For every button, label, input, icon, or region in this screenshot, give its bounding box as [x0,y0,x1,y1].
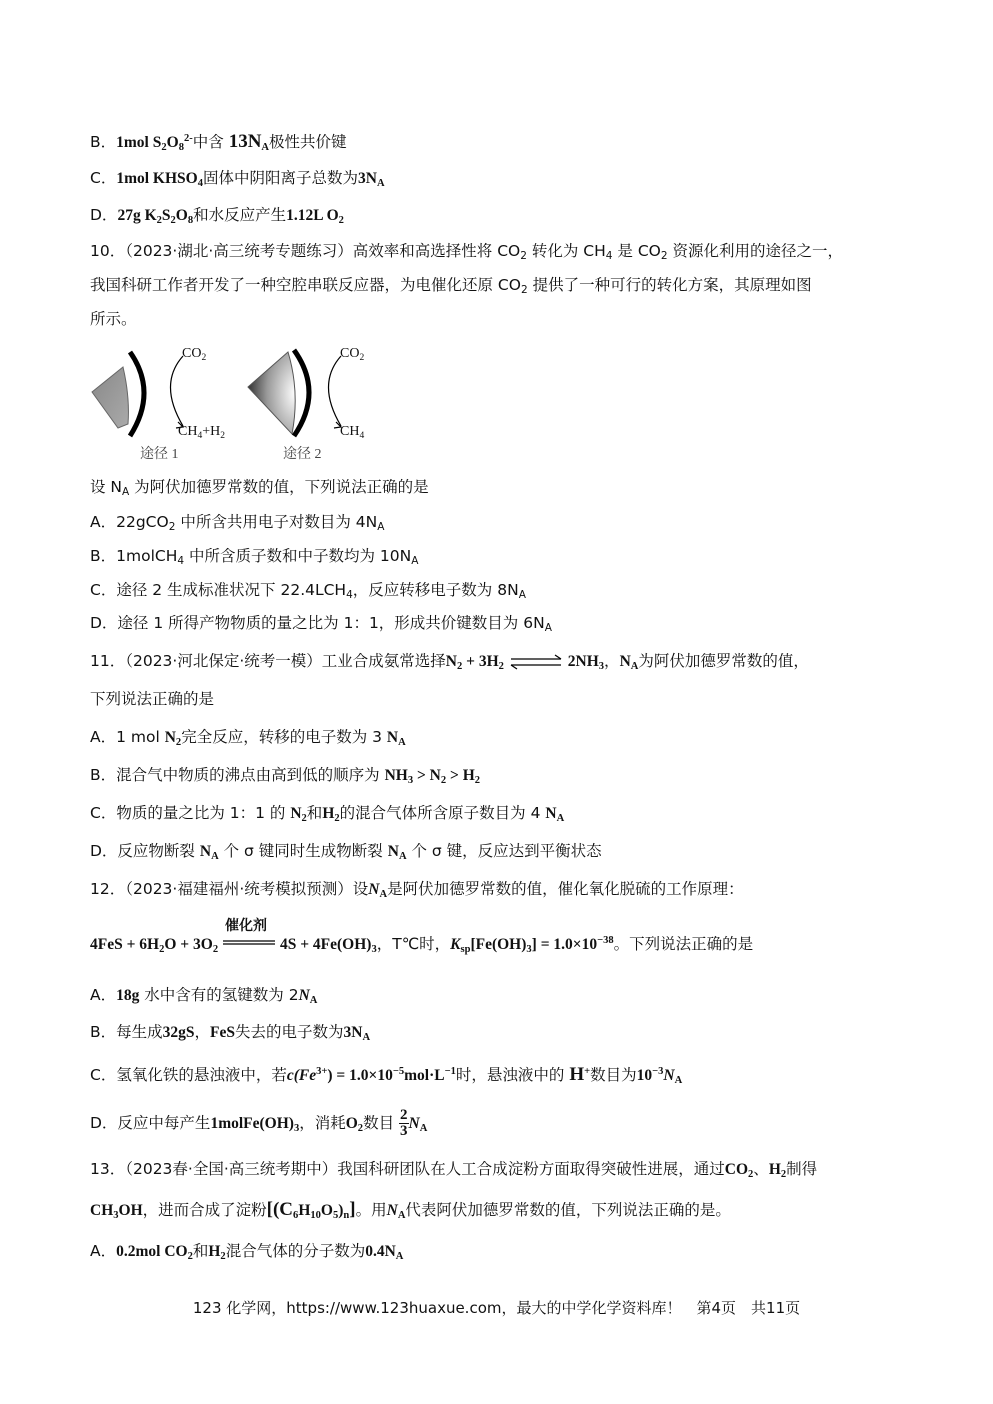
q12-equation: $4FeS + 6H_2O + 3O_2$ 催化剂 $4S + 4Fe(OH)_3$，T℃时，$K_{sp}[Fe(OH)_3] = 1.0\times 10^{-38}$。下列说法正确的是 [90,919,754,955]
q10-option-d: D．途径 1 所得产物物质的量之比为 1：1，形成共价键数目为 $6N_A$ [90,614,552,635]
q10-stem-line3: 所示。 [90,310,137,328]
product-label-2: $CH_4$ [340,424,365,441]
fraction: $\frac{2}{3}$ [400,1107,408,1139]
q11-option-d: D．反应物断裂 $N_A$ 个 σ 键同时生成物断裂 $N_A$ 个 σ 键，反应达到平衡状态 [90,842,602,863]
q11-option-c: C．物质的量之比为 1：1 的 $N_2$和$H_2$的混合气体所含原子数目为 4 $N_A$ [90,804,565,825]
q12-option-d: D．反应中每产生$1molFe(OH)_3$，消耗$O_2$数目 $\frac{2}{3}$ $N_A$ [90,1107,428,1139]
q13-stem-line2: $CH_3OH$，进而合成了淀粉$[(C_6H_{10}O_5)_n]$。用$N_A$代表阿伏加德罗常数的值，下列说法正确的是。 [90,1199,731,1222]
catalyst-arrow: 催化剂 [225,919,268,935]
q11-stem-line1: 11．（2023·河北保定·统考一模）工业合成氨常选择$N_2 + 3H_2$ $2NH_3$，$N_A$为阿伏加德罗常数的值， [90,652,809,673]
q11-option-b: B．混合气中物质的沸点由高到低的顺序为 $NH_3 > N_2 > H_2$ [90,766,481,787]
q12-option-b: B．每生成32gS，FeS失去的电子数为$3N_A$ [90,1023,371,1044]
co2-label-1: $CO_2$ [182,346,207,363]
q13-stem-line1: 13．（2023春·全国·高三统考期中）我国科研团队在人工合成淀粉方面取得突破性进展，通过$CO_2$、$H_2$制得 [90,1160,818,1181]
pathway-2-label: 途径 2 [283,447,322,462]
electrode-arc-2-icon [294,350,309,436]
q10-stem-line2: 我国科研工作者开发了一种空腔串联反应器，为电催化还原 $CO_2$ 提供了一种可行的转化方案，其原理如图 [90,276,812,297]
q9-option-b: B．1mol $S_2O_8^{2-}$中含 $13N_A$极性共价键 [90,130,347,153]
co2-label-2: $CO_2$ [340,346,365,363]
pathway-1-label: 途径 1 [140,447,179,462]
q13-option-a: A．0.2mol $CO_2$和$H_2$混合气体的分子数为$0.4N_A$ [90,1242,404,1263]
product-label-1: $CH_4+H_2$ [178,424,225,441]
q11-stem-line2: 下列说法正确的是 [90,690,215,708]
q9-option-c: C．1mol $KHSO_4$固体中阴阳离子总数为$3N_A$ [90,169,385,190]
arrow-1-icon [171,356,184,426]
q10-question: 设 $N_A$ 为阿伏加德罗常数的值，下列说法正确的是 [90,478,429,499]
q10-option-b: B．1molCH$_4$ 中所含质子数和中子数均为 $10N_A$ [90,547,419,568]
cavity-1-wedge-icon [92,367,128,428]
q10-stem-line1: 10．（2023·湖北·高三统考专题练习）高效率和高选择性将 $CO_2$ 转化为 $CH_4$ 是 $CO_2$ 资源化利用的途径之一， [90,242,844,263]
q10-option-c: C．途径 2 生成标准状况下 $22.4LCH_4$，反应转移电子数为 $8N_A$ [90,581,526,602]
reversible-arrow-icon [509,653,563,671]
page-footer: 123 化学网，https://www.123huaxue.com，最大的中学化学资料库！ 第4页 共11页 [192,1299,801,1317]
q12-stem-line1: 12．（2023·福建福州·统考模拟预测）设$N_A$是阿伏加德罗常数的值，催化氧化脱硫的工作原理： [90,880,744,901]
electrode-arc-1-icon [130,352,144,436]
arrow-2-icon [329,356,342,426]
q9-option-d: D．27g $K_2S_2O_8$和水反应产生1.12L $O_2$ [90,206,344,227]
q10-option-a: A．22gCO$_2$ 中所含共用电子对数目为 $4N_A$ [90,513,385,534]
q12-option-c: C．氢氧化铁的悬浊液中，若$c(Fe^{3+}) = 1.0\times 10^{-5}mol\cdot L^{-1}$时，悬浊液中的 H+数目为$10^{-3}N_A$ [90,1063,683,1086]
q12-option-a: A．18g 水中含有的氢键数为 $2N_A$ [90,986,318,1007]
q11-option-a: A．1 mol $N_2$完全反应，转移的电子数为 3 $N_A$ [90,728,406,749]
cavity-2-wedge-icon [248,352,295,434]
